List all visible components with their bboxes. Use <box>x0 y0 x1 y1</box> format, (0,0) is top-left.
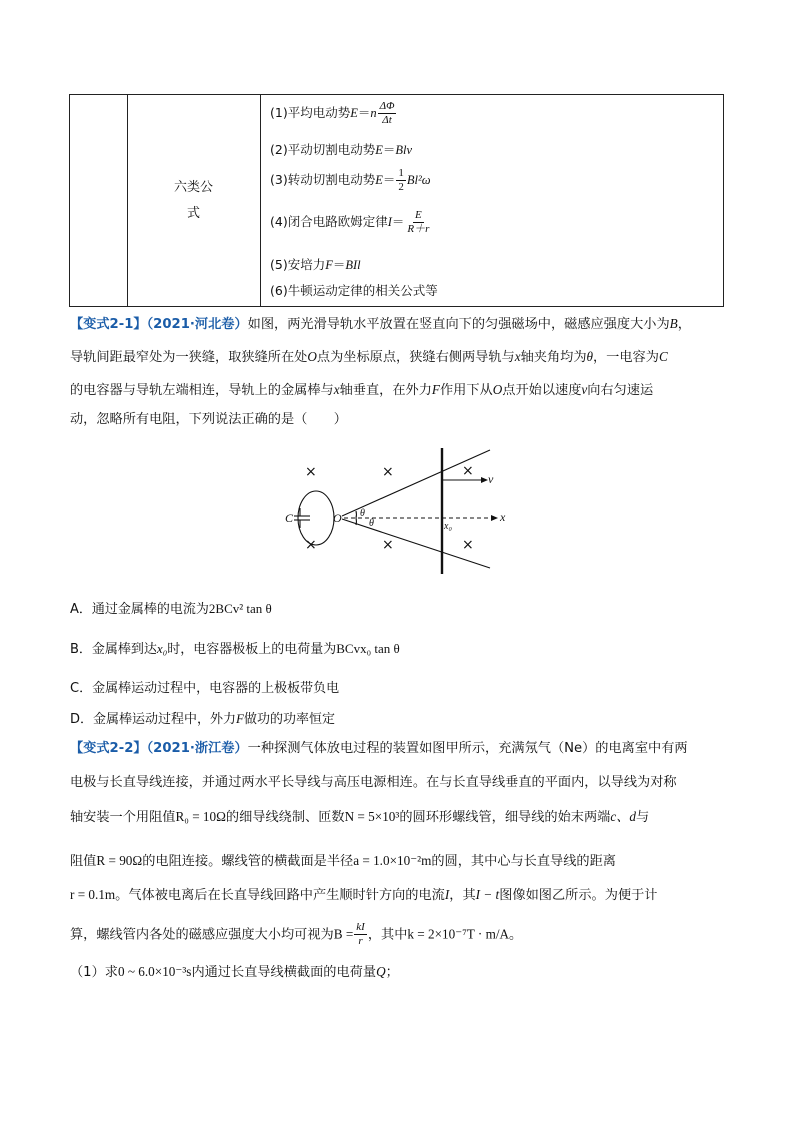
category-label: 六类公 式 <box>173 180 213 221</box>
velocity-arrowhead <box>481 477 488 483</box>
q22-line-6: 算，螺线管内各处的磁感应强度大小均可视为B = $\frac{kI}{r}$ ，其中k = 2×10⁻⁷T · m/A。 <box>70 921 523 947</box>
q22-line-3: 轴安装一个用阻值R₀ = 10Ω的细导线绕制、匝数N = 5×10³的圆环形螺线管，细导线的始末两端c、d与 <box>70 809 650 825</box>
label-theta-lower: θ <box>369 518 374 529</box>
label-x0: x₀ <box>444 521 452 532</box>
formula-2: (2)平动切割电动势E＝Blv <box>270 142 413 157</box>
formula-1: (1)平均电动势E＝n $\frac{\Delta\Phi}{\Delta t}$ <box>270 100 395 126</box>
formula-4: (4)闭合电路欧姆定律I＝ $\frac{E}{R+r}$ <box>270 209 430 235</box>
q21-tag: 【变式2-1】 <box>70 317 147 332</box>
field-cross: × <box>305 464 317 480</box>
q22-subquestion-1: （1）求0 ~ 6.0×10⁻³s内通过长直导线横截面的电荷量Q； <box>70 964 399 980</box>
field-cross: × <box>305 537 317 553</box>
q21-line-4: 动，忽略所有电阻，下列说法正确的是（ ） <box>70 412 347 427</box>
option-c: C．金属棒运动过程中，电容器的上极板带负电 <box>70 681 340 696</box>
table-category-cell <box>127 95 261 306</box>
q22-source: （2021·浙江卷） <box>146 741 248 756</box>
upper-rail <box>342 450 490 516</box>
q22-line-5: r = 0.1m。气体被电离后在长直导线回路中产生顺时针方向的电流I，其I − t图像如图乙所示。为便于计 <box>70 887 658 903</box>
label-O: O <box>333 511 342 525</box>
formula-table <box>69 94 724 307</box>
option-d: D．金属棒运动过程中，外力F做功的功率恒定 <box>70 711 335 727</box>
q22-line-1: 【变式2-2】（2021·浙江卷）一种探测气体放电过程的装置如图甲所示，充满氖气（Ne）的电离室中有两 <box>70 741 688 756</box>
q22-tag: 【变式2-2】 <box>70 741 147 756</box>
table-formula-cell <box>264 95 723 306</box>
label-v: v <box>488 472 494 486</box>
q21-line-3: 的电容器与导轨左端相连，导轨上的金属棒与x轴垂直，在外力F作用下从O点开始以速度v向右匀速运 <box>70 382 654 398</box>
option-b: B．金属棒到达x₀时，电容器极板上的电荷量为BCvx₀ tan θ <box>70 641 400 657</box>
label-x: x <box>500 510 506 524</box>
q21-line-1: 【变式2-1】（2021·河北卷）如图，两光滑导轨水平放置在竖直向下的匀强磁场中，磁感应强度大小为B， <box>70 316 691 332</box>
q22-line-2: 电极与长直导线连接，并通过两水平长导线与高压电源相连。在与长直导线垂直的平面内，以导线为对称 <box>70 775 677 790</box>
label-theta-upper: θ <box>360 508 365 519</box>
formula-6: (6)牛顿运动定律的相关公式等 <box>270 283 438 298</box>
field-cross: × <box>462 537 474 553</box>
field-cross: × <box>382 464 394 480</box>
field-cross: × <box>462 463 474 479</box>
rail-capacitor-figure <box>280 448 520 576</box>
q22-line-4: 阻值R = 90Ω的电阻连接。螺线管的横截面是半径a = 1.0×10⁻²m的圆，其中心与长直导线的距离 <box>70 853 616 869</box>
label-C: C <box>285 511 294 525</box>
formula-3: (3)转动切割电动势E＝ $\frac{1}{2}$ Bl²ω <box>270 167 431 193</box>
q21-source: （2021·河北卷） <box>146 317 248 332</box>
field-cross: × <box>382 537 394 553</box>
x-axis-arrowhead <box>491 515 498 521</box>
formula-5: (5)安培力F＝BIl <box>270 257 361 272</box>
q21-line-2: 导轨间距最窄处为一狭缝，取狭缝所在处O点为坐标原点，狭缝右侧两导轨与x轴夹角均为θ，一电容为C <box>70 349 668 365</box>
table-empty-cell <box>70 95 128 306</box>
option-a: A．通过金属棒的电流为2BCv² tan θ <box>70 601 272 617</box>
